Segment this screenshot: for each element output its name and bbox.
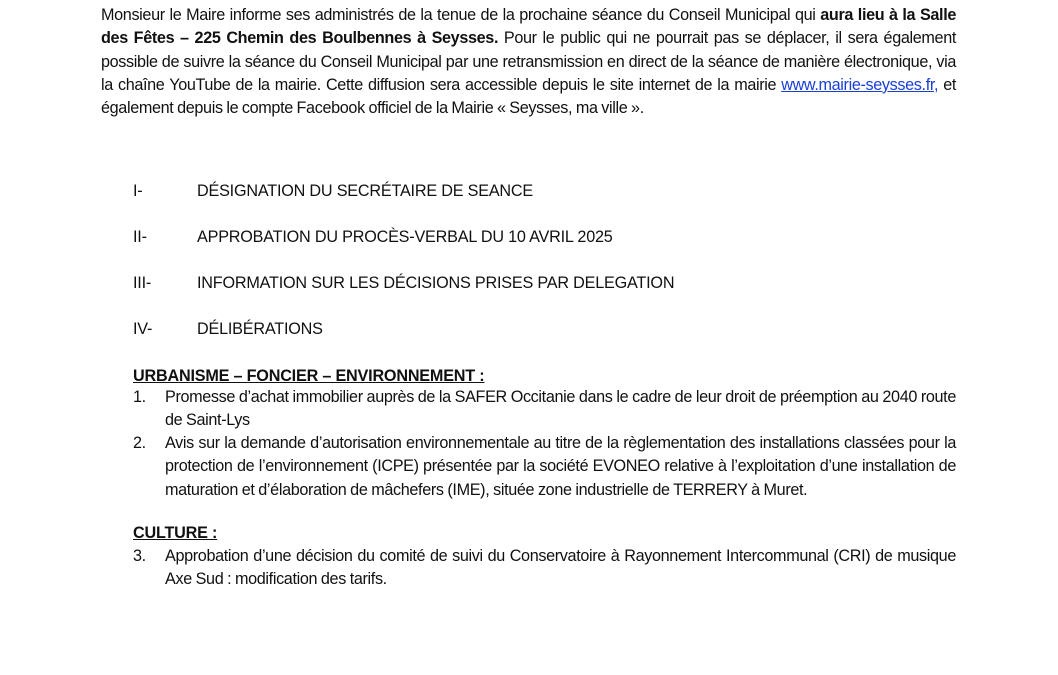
section-heading-culture: CULTURE : — [133, 524, 218, 542]
deliberation-text: Avis sur la demande d’autorisation environnementale au titre de la règlementation des installations classées pour la protection de l’environnement (ICPE) présentée par la société EVONEO relative à l’exploitation d’une installation de maturation et d’élaboration de mâchefers (IME), située zone industrielle de TERRERY à Muret. — [165, 434, 956, 499]
agenda-number: III- — [133, 274, 152, 292]
agenda-number: II- — [133, 228, 147, 246]
agenda-title: INFORMATION SUR LES DÉCISIONS PRISES PAR DELEGATION — [197, 274, 675, 292]
agenda-number: I- — [133, 182, 143, 200]
intro-text-start: Monsieur le Maire informe ses administrés de la tenue de la prochaine séance du Conseil Municipal qui — [101, 6, 821, 24]
mairie-website-link[interactable]: www.mairie-seysses.fr, — [781, 75, 939, 94]
deliberation-number: 2. — [133, 434, 146, 452]
agenda-title: APPROBATION DU PROCÈS-VERBAL DU 10 AVRIL 2025 — [197, 228, 613, 246]
intro-text-middle: Pour le public qui ne pourrait pas se déplacer, il sera également possible de suivre la séance du Conseil Municipal par une retransmission en direct de la séance de manière électronique, via la chaîne YouTube de la mairie. Cette diffusion sera accessible depuis le site internet de la mairie — [101, 29, 956, 94]
deliberation-text: Promesse d’achat immobilier auprès de la SAFER Occitanie dans le cadre de leur droit de préemption au 2040 route de Saint-Lys — [165, 388, 956, 430]
intro-location-bold: aura lieu à la Salle des Fêtes – 225 Chemin des Boulbennes à Seysses. — [101, 6, 956, 48]
section-heading-urbanisme: URBANISME – FONCIER – ENVIRONNEMENT : — [133, 367, 485, 385]
deliberation-number: 1. — [133, 388, 146, 406]
intro-paragraph — [101, 4, 956, 120]
agenda-title: DÉSIGNATION DU SECRÉTAIRE DE SEANCE — [197, 182, 533, 200]
deliberation-text: Approbation d’une décision du comité de suivi du Conservatoire à Rayonnement Intercommunal (CRI) de musique Axe Sud : modification des tarifs. — [165, 547, 956, 589]
intro-text-end: et également depuis le compte Facebook officiel de la Mairie « Seysses, ma ville ». — [101, 75, 957, 118]
agenda-title: DÉLIBÉRATIONS — [197, 320, 323, 338]
deliberation-number: 3. — [133, 547, 146, 565]
agenda-number: IV- — [133, 320, 153, 338]
